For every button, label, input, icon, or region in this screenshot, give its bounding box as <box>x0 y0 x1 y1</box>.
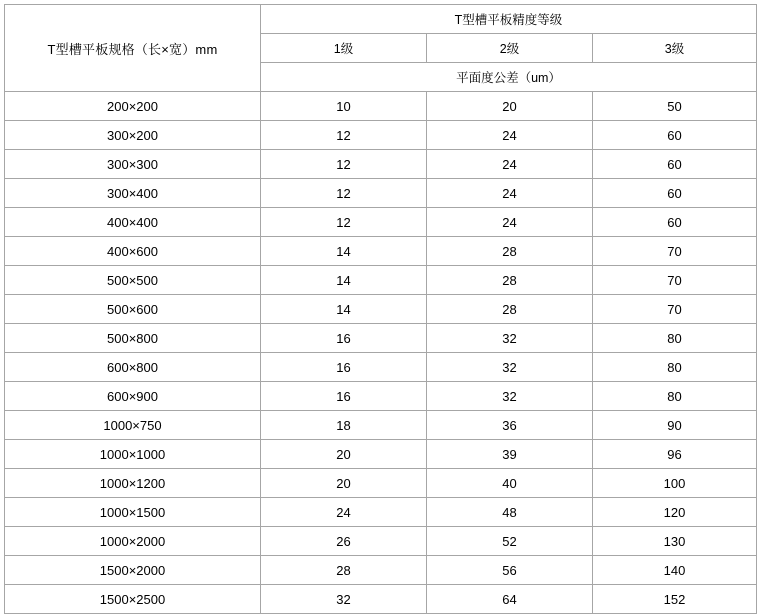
grade-header-cell: T型槽平板精度等级 <box>261 5 757 34</box>
size-cell: 600×800 <box>5 353 261 382</box>
grade3-value: 152 <box>593 585 757 614</box>
grade1-value: 14 <box>261 266 427 295</box>
grade3-value: 100 <box>593 469 757 498</box>
grade1-value: 14 <box>261 237 427 266</box>
grade2-value: 28 <box>427 266 593 295</box>
grade2-value: 64 <box>427 585 593 614</box>
table-row <box>5 237 757 266</box>
grade1-value: 16 <box>261 382 427 411</box>
grade2-value: 39 <box>427 440 593 469</box>
grade1-value: 16 <box>261 353 427 382</box>
size-cell: 400×400 <box>5 208 261 237</box>
grade1-value: 18 <box>261 411 427 440</box>
grade2-value: 56 <box>427 556 593 585</box>
size-cell: 500×500 <box>5 266 261 295</box>
grade2-value: 48 <box>427 498 593 527</box>
spec-header-cell: T型槽平板规格（长×宽）mm <box>5 5 261 92</box>
table-row <box>5 208 757 237</box>
grade1-value: 20 <box>261 469 427 498</box>
table-row <box>5 411 757 440</box>
tolerance-header-cell: 平面度公差（um） <box>261 63 757 92</box>
table-row <box>5 556 757 585</box>
table-row <box>5 440 757 469</box>
size-cell: 1000×750 <box>5 411 261 440</box>
table-row <box>5 585 757 614</box>
grade3-value: 90 <box>593 411 757 440</box>
size-cell: 600×900 <box>5 382 261 411</box>
grade-label-2: 2级 <box>427 34 593 63</box>
grade1-value: 32 <box>261 585 427 614</box>
grade1-value: 12 <box>261 208 427 237</box>
grade-label-1: 1级 <box>261 34 427 63</box>
grade3-value: 70 <box>593 295 757 324</box>
grade3-value: 50 <box>593 92 757 121</box>
grade2-value: 32 <box>427 353 593 382</box>
size-cell: 400×600 <box>5 237 261 266</box>
grade2-value: 24 <box>427 208 593 237</box>
size-cell: 1500×2500 <box>5 585 261 614</box>
table-row <box>5 382 757 411</box>
specification-table <box>4 4 757 614</box>
grade1-value: 24 <box>261 498 427 527</box>
grade1-value: 10 <box>261 92 427 121</box>
grade1-value: 16 <box>261 324 427 353</box>
grade3-value: 120 <box>593 498 757 527</box>
grade3-value: 70 <box>593 237 757 266</box>
grade2-value: 24 <box>427 121 593 150</box>
grade3-value: 140 <box>593 556 757 585</box>
grade2-value: 40 <box>427 469 593 498</box>
table-row <box>5 324 757 353</box>
grade-label-3: 3级 <box>593 34 757 63</box>
grade3-value: 60 <box>593 179 757 208</box>
grade1-value: 14 <box>261 295 427 324</box>
table-row <box>5 498 757 527</box>
grade2-value: 20 <box>427 92 593 121</box>
grade1-value: 20 <box>261 440 427 469</box>
size-cell: 1000×1500 <box>5 498 261 527</box>
table-row <box>5 150 757 179</box>
grade3-value: 60 <box>593 150 757 179</box>
grade3-value: 80 <box>593 324 757 353</box>
table-body <box>5 5 757 614</box>
grade1-value: 12 <box>261 121 427 150</box>
grade1-value: 12 <box>261 150 427 179</box>
grade2-value: 24 <box>427 179 593 208</box>
grade2-value: 28 <box>427 237 593 266</box>
grade3-value: 80 <box>593 382 757 411</box>
table-row <box>5 295 757 324</box>
grade3-value: 60 <box>593 121 757 150</box>
table-row <box>5 179 757 208</box>
grade2-value: 32 <box>427 382 593 411</box>
table-row <box>5 353 757 382</box>
grade3-value: 130 <box>593 527 757 556</box>
grade1-value: 28 <box>261 556 427 585</box>
grade2-value: 52 <box>427 527 593 556</box>
grade2-value: 32 <box>427 324 593 353</box>
table-row <box>5 469 757 498</box>
size-cell: 1000×1200 <box>5 469 261 498</box>
table-row <box>5 92 757 121</box>
size-cell: 1000×1000 <box>5 440 261 469</box>
grade1-value: 12 <box>261 179 427 208</box>
grade2-value: 28 <box>427 295 593 324</box>
grade2-value: 36 <box>427 411 593 440</box>
grade1-value: 26 <box>261 527 427 556</box>
grade2-value: 24 <box>427 150 593 179</box>
size-cell: 300×200 <box>5 121 261 150</box>
table-row <box>5 121 757 150</box>
grade3-value: 70 <box>593 266 757 295</box>
size-cell: 1500×2000 <box>5 556 261 585</box>
size-cell: 200×200 <box>5 92 261 121</box>
table-row <box>5 266 757 295</box>
grade3-value: 96 <box>593 440 757 469</box>
table-header-row-1 <box>5 5 757 34</box>
grade3-value: 80 <box>593 353 757 382</box>
size-cell: 1000×2000 <box>5 527 261 556</box>
size-cell: 500×800 <box>5 324 261 353</box>
grade3-value: 60 <box>593 208 757 237</box>
size-cell: 300×300 <box>5 150 261 179</box>
size-cell: 300×400 <box>5 179 261 208</box>
size-cell: 500×600 <box>5 295 261 324</box>
table-row <box>5 527 757 556</box>
